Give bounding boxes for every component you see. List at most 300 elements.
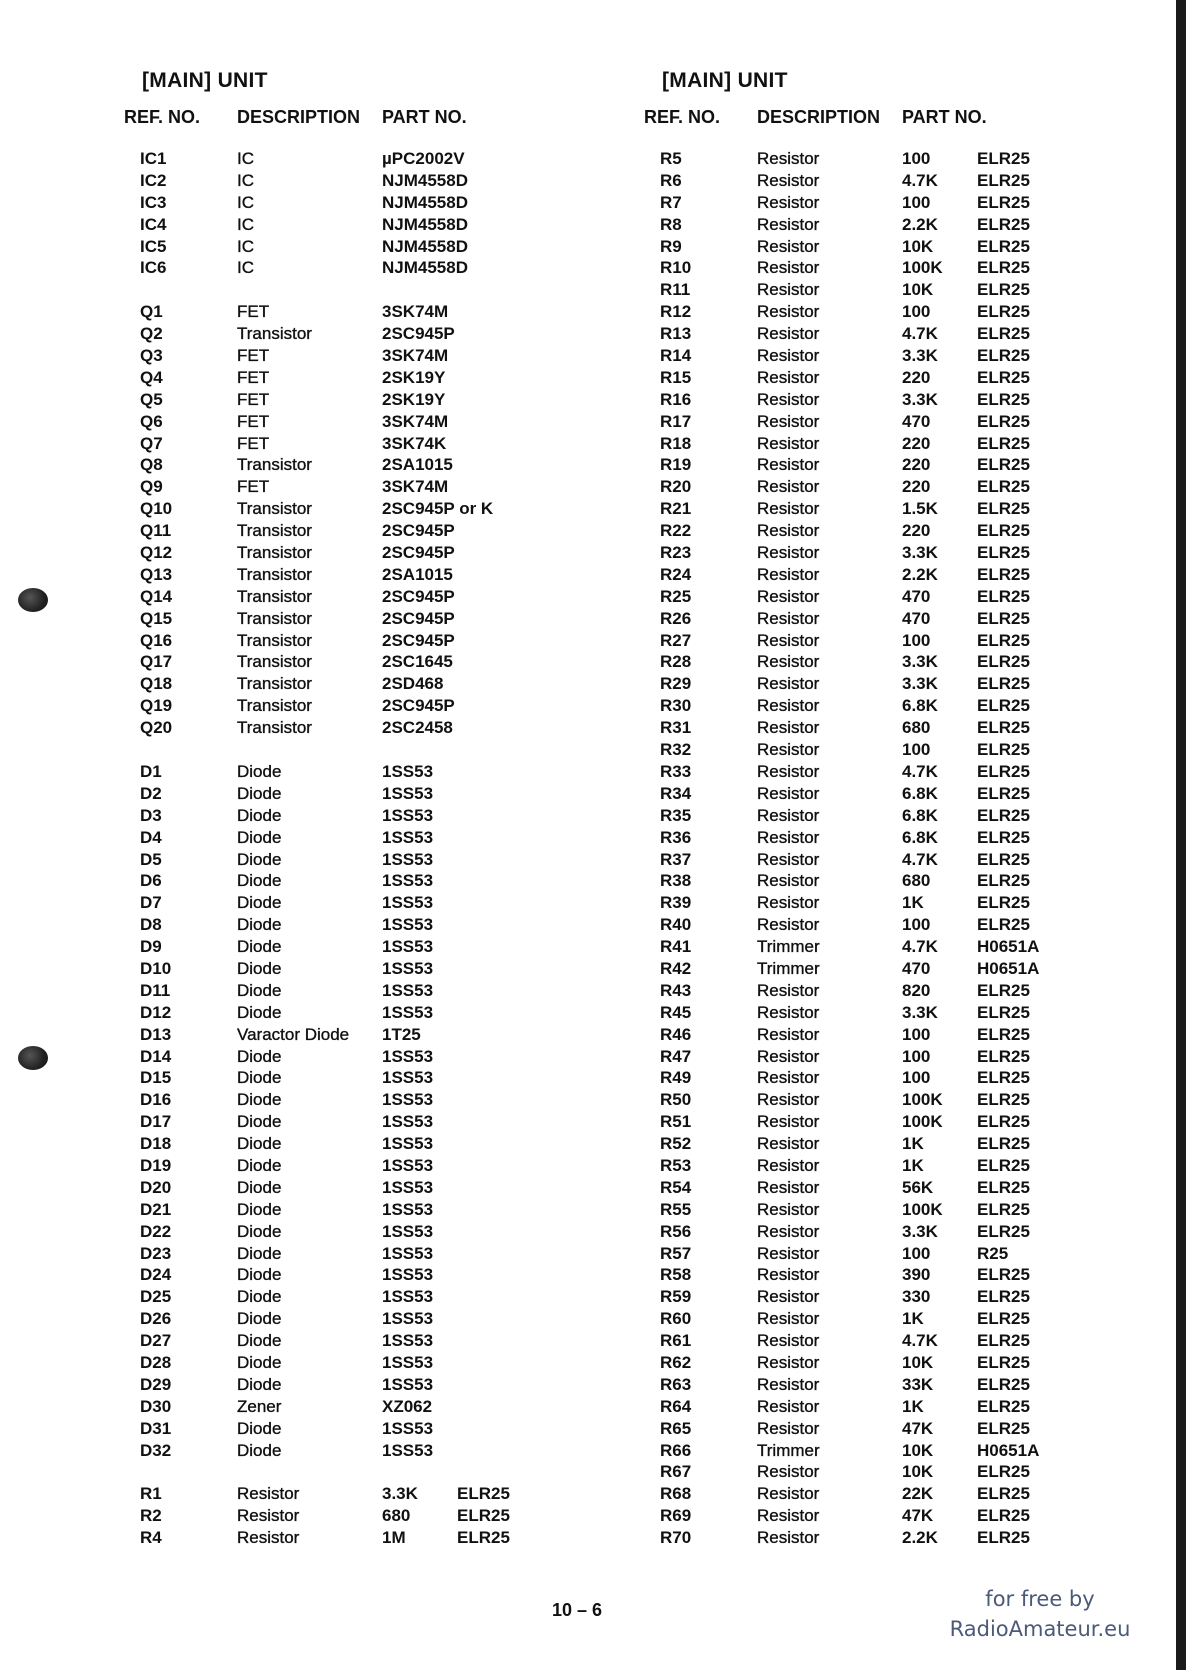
part-row — [124, 1089, 544, 1111]
part-type: ELR25 — [977, 740, 1030, 760]
part-row — [644, 345, 1084, 367]
part-description: Diode — [237, 761, 282, 781]
part-number: 1SS53 — [382, 783, 434, 803]
part-number: 100 — [902, 1046, 931, 1066]
part-number: 470 — [902, 586, 931, 606]
part-description: Transistor — [237, 674, 312, 694]
part-number: 2SA1015 — [382, 564, 453, 584]
part-description: Trimmer — [757, 958, 820, 978]
part-ref: R7 — [660, 192, 682, 212]
part-row — [124, 673, 544, 695]
part-number: 2SC945P or K — [382, 499, 494, 519]
part-ref: R62 — [660, 1352, 692, 1372]
part-type: ELR25 — [457, 1506, 510, 1526]
part-description: Transistor — [237, 521, 312, 541]
part-description: Resistor — [757, 1090, 820, 1110]
part-number: 4.7K — [902, 170, 938, 190]
part-type — [457, 849, 537, 871]
part-number: XZ062 — [382, 1396, 433, 1416]
part-type — [457, 1089, 537, 1111]
group-gap — [124, 739, 544, 761]
part-ref: Q10 — [140, 499, 173, 519]
part-row — [124, 1133, 544, 1155]
part-ref: R41 — [660, 937, 692, 957]
part-description: Transistor — [237, 455, 312, 475]
part-row — [644, 586, 1084, 608]
part-number: 56K — [902, 1177, 934, 1197]
part-number: 3SK74M — [382, 477, 449, 497]
part-description: Resistor — [757, 280, 820, 300]
part-ref: D20 — [140, 1177, 172, 1197]
part-description: IC — [237, 214, 254, 234]
part-row — [124, 454, 544, 476]
part-row — [124, 651, 544, 673]
part-row — [124, 236, 544, 258]
part-ref: R8 — [660, 214, 682, 234]
part-number: 100K — [902, 1199, 943, 1219]
part-number: 1SS53 — [382, 1068, 434, 1088]
part-ref: R53 — [660, 1155, 692, 1175]
part-row — [124, 1264, 544, 1286]
part-ref: R20 — [660, 477, 692, 497]
part-ref: Q6 — [140, 411, 163, 431]
part-type: ELR25 — [977, 1309, 1030, 1329]
part-type — [457, 695, 537, 717]
part-type — [457, 192, 537, 214]
part-number: 1SS53 — [382, 937, 434, 957]
part-description: Resistor — [757, 915, 820, 935]
part-description: FET — [237, 367, 270, 387]
part-ref: D3 — [140, 805, 162, 825]
part-number: 220 — [902, 477, 931, 497]
part-number: NJM4558D — [382, 236, 468, 256]
left-column-headers — [124, 100, 544, 134]
part-row — [644, 389, 1084, 411]
part-description: Transistor — [237, 586, 312, 606]
part-row — [124, 257, 544, 279]
part-number: 1SS53 — [382, 1265, 434, 1285]
part-ref: R4 — [140, 1528, 162, 1548]
part-number: 6.8K — [902, 783, 938, 803]
part-description: Varactor Diode — [237, 1024, 350, 1044]
part-number: 6.8K — [902, 696, 938, 716]
part-description: Resistor — [757, 740, 820, 760]
part-number: 1SS53 — [382, 1374, 434, 1394]
part-type — [457, 1374, 537, 1396]
part-type — [457, 170, 537, 192]
part-description: Resistor — [757, 367, 820, 387]
part-number: 3SK74M — [382, 411, 449, 431]
part-type: ELR25 — [977, 586, 1030, 606]
part-number: NJM4558D — [382, 214, 468, 234]
part-ref: R2 — [140, 1506, 162, 1526]
part-row — [124, 1286, 544, 1308]
part-type — [457, 1155, 537, 1177]
part-type: ELR25 — [977, 1265, 1030, 1285]
part-row — [644, 1067, 1084, 1089]
part-ref: Q4 — [140, 367, 163, 387]
part-number: 6.8K — [902, 805, 938, 825]
part-number: 3.3K — [902, 1002, 938, 1022]
part-type: ELR25 — [977, 258, 1030, 278]
part-type: H0651A — [977, 1440, 1040, 1460]
header-ref-no: REF. NO. — [124, 107, 201, 127]
part-row — [644, 1221, 1084, 1243]
part-row — [124, 870, 544, 892]
part-row — [644, 411, 1084, 433]
part-row — [644, 1133, 1084, 1155]
part-type: ELR25 — [977, 652, 1030, 672]
part-row — [124, 1483, 544, 1505]
part-description: Resistor — [757, 1528, 820, 1548]
part-row — [644, 980, 1084, 1002]
part-row — [124, 498, 544, 520]
part-type: ELR25 — [977, 477, 1030, 497]
punch-hole-upper — [18, 588, 48, 612]
part-description: Resistor — [237, 1484, 300, 1504]
part-type: ELR25 — [977, 1396, 1030, 1416]
part-description: Resistor — [757, 586, 820, 606]
part-ref: D22 — [140, 1221, 172, 1241]
part-type: ELR25 — [977, 1484, 1030, 1504]
part-type: ELR25 — [977, 893, 1030, 913]
part-type: ELR25 — [977, 1002, 1030, 1022]
part-row — [124, 214, 544, 236]
part-ref: R30 — [660, 696, 692, 716]
part-ref: R14 — [660, 346, 692, 366]
part-number: 3.3K — [382, 1484, 418, 1504]
part-type — [457, 542, 537, 564]
part-type: ELR25 — [977, 521, 1030, 541]
part-row — [124, 170, 544, 192]
part-number: 47K — [902, 1506, 934, 1526]
part-description: Transistor — [237, 543, 312, 563]
part-ref: R58 — [660, 1265, 692, 1285]
part-row — [644, 1396, 1084, 1418]
part-description: Diode — [237, 1221, 282, 1241]
part-type: ELR25 — [977, 1112, 1030, 1132]
part-ref: R12 — [660, 302, 692, 322]
part-description: Resistor — [757, 346, 820, 366]
header-part-no: PART NO. — [902, 107, 987, 127]
part-description: Resistor — [757, 1112, 820, 1132]
part-description: Diode — [237, 1002, 282, 1022]
part-row — [644, 958, 1084, 980]
part-ref: R6 — [660, 170, 682, 190]
part-row — [124, 192, 544, 214]
part-number: 2SK19Y — [382, 389, 446, 409]
part-ref: D8 — [140, 915, 162, 935]
part-type — [457, 1133, 537, 1155]
part-description: Diode — [237, 958, 282, 978]
part-description: Resistor — [757, 761, 820, 781]
part-type — [457, 630, 537, 652]
part-description: Resistor — [757, 521, 820, 541]
part-ref: Q3 — [140, 346, 163, 366]
part-row — [644, 936, 1084, 958]
part-ref: Q14 — [140, 586, 173, 606]
part-description: Transistor — [237, 652, 312, 672]
part-type — [457, 1024, 537, 1046]
part-row — [644, 1440, 1084, 1462]
part-type: ELR25 — [977, 1134, 1030, 1154]
part-row — [124, 936, 544, 958]
part-type: ELR25 — [977, 761, 1030, 781]
part-description: Resistor — [757, 1418, 820, 1438]
part-type: ELR25 — [977, 827, 1030, 847]
part-number: 330 — [902, 1287, 931, 1307]
part-type — [457, 1199, 537, 1221]
left-parts-column — [124, 66, 544, 1549]
part-ref: IC1 — [140, 149, 167, 168]
part-ref: D14 — [140, 1046, 172, 1066]
part-type — [457, 476, 537, 498]
part-ref: R31 — [660, 718, 692, 738]
part-ref: R10 — [660, 258, 692, 278]
part-number: 220 — [902, 455, 931, 475]
part-type: ELR25 — [977, 192, 1030, 212]
part-ref: Q15 — [140, 608, 173, 628]
part-type: ELR25 — [977, 915, 1030, 935]
part-type: ELR25 — [977, 499, 1030, 519]
part-type — [457, 1002, 537, 1024]
header-description: DESCRIPTION — [237, 107, 361, 127]
part-ref: D13 — [140, 1024, 172, 1044]
part-row — [644, 1308, 1084, 1330]
part-row — [644, 608, 1084, 630]
part-ref: R29 — [660, 674, 692, 694]
part-number: NJM4558D — [382, 192, 468, 212]
part-description: IC — [237, 236, 254, 256]
part-type — [457, 433, 537, 455]
part-type: ELR25 — [977, 1287, 1030, 1307]
part-type — [457, 870, 537, 892]
part-type — [457, 1243, 537, 1265]
part-row — [644, 892, 1084, 914]
part-description: Resistor — [757, 236, 820, 256]
part-number: 100 — [902, 1243, 931, 1263]
part-description: FET — [237, 346, 270, 366]
part-description: Resistor — [757, 980, 820, 1000]
part-row — [644, 1177, 1084, 1199]
part-number: 2SC945P — [382, 608, 455, 628]
part-ref: R55 — [660, 1199, 692, 1219]
part-row — [644, 783, 1084, 805]
part-number: 2.2K — [902, 214, 938, 234]
part-ref: Q20 — [140, 718, 173, 738]
part-ref: Q8 — [140, 455, 163, 475]
part-row — [124, 1308, 544, 1330]
part-ref: D32 — [140, 1440, 172, 1460]
part-type — [457, 411, 537, 433]
part-description: Transistor — [237, 608, 312, 628]
part-number: 1K — [902, 1309, 924, 1329]
part-row — [644, 279, 1084, 301]
part-number: 680 — [382, 1506, 411, 1526]
part-number: 10K — [902, 236, 934, 256]
part-number: 2SC2458 — [382, 718, 453, 738]
part-number: 820 — [902, 980, 931, 1000]
part-ref: R66 — [660, 1440, 692, 1460]
part-row — [124, 761, 544, 783]
part-type — [457, 914, 537, 936]
part-number: 1M — [382, 1528, 406, 1548]
part-type — [457, 827, 537, 849]
part-row — [644, 542, 1084, 564]
part-description: Resistor — [757, 1331, 820, 1351]
part-ref: R26 — [660, 608, 692, 628]
part-description: Diode — [237, 937, 282, 957]
part-ref: R23 — [660, 543, 692, 563]
part-ref: R68 — [660, 1484, 692, 1504]
part-number: 2.2K — [902, 1528, 938, 1548]
part-number: 100K — [902, 1090, 943, 1110]
part-ref: R50 — [660, 1090, 692, 1110]
part-number: 2.2K — [902, 564, 938, 584]
part-row — [644, 1483, 1084, 1505]
part-description: Diode — [237, 1177, 282, 1197]
part-description: IC — [237, 258, 254, 278]
part-row — [644, 1024, 1084, 1046]
part-row — [124, 717, 544, 739]
part-row — [644, 914, 1084, 936]
part-ref: R32 — [660, 740, 692, 760]
part-number: 1SS53 — [382, 1177, 434, 1197]
part-description: Diode — [237, 1440, 282, 1460]
part-number: 1SS53 — [382, 915, 434, 935]
part-description: Resistor — [757, 893, 820, 913]
part-ref: R17 — [660, 411, 692, 431]
part-number: 1T25 — [382, 1024, 421, 1044]
part-description: Diode — [237, 1243, 282, 1263]
part-description: Diode — [237, 1134, 282, 1154]
part-row — [644, 148, 1084, 170]
part-number: 1SS53 — [382, 1134, 434, 1154]
right-column-headers — [644, 100, 1084, 134]
part-ref: R49 — [660, 1068, 692, 1088]
header-description: DESCRIPTION — [757, 107, 881, 127]
part-ref: R70 — [660, 1528, 692, 1548]
part-row — [124, 630, 544, 652]
part-description: Resistor — [757, 805, 820, 825]
part-number: 6.8K — [902, 827, 938, 847]
part-type: ELR25 — [977, 805, 1030, 825]
part-row — [124, 1418, 544, 1440]
part-type: ELR25 — [977, 1506, 1030, 1526]
part-row — [124, 301, 544, 323]
part-row — [644, 301, 1084, 323]
part-description: Transistor — [237, 564, 312, 584]
part-row — [644, 761, 1084, 783]
part-description: IC — [237, 149, 254, 168]
part-row — [644, 739, 1084, 761]
part-type — [457, 1067, 537, 1089]
part-number: NJM4558D — [382, 258, 468, 278]
part-number: 680 — [902, 718, 931, 738]
part-row — [644, 1418, 1084, 1440]
part-description: Diode — [237, 1287, 282, 1307]
part-description: Resistor — [757, 1506, 820, 1526]
part-number: 100 — [902, 302, 931, 322]
part-ref: Q2 — [140, 324, 163, 344]
part-description: Resistor — [757, 1177, 820, 1197]
part-description: Resistor — [237, 1506, 300, 1526]
part-ref: R43 — [660, 980, 692, 1000]
part-description: Resistor — [757, 1374, 820, 1394]
part-type — [457, 1286, 537, 1308]
part-type: ELR25 — [977, 149, 1030, 168]
part-number: 3SK74M — [382, 346, 449, 366]
part-description: Resistor — [757, 192, 820, 212]
part-type — [457, 389, 537, 411]
part-ref: IC5 — [140, 236, 167, 256]
part-description: Resistor — [757, 696, 820, 716]
part-ref: D2 — [140, 783, 162, 803]
part-ref: D24 — [140, 1265, 172, 1285]
part-description: Resistor — [757, 849, 820, 869]
part-row — [124, 1111, 544, 1133]
part-ref: R36 — [660, 827, 692, 847]
part-ref: D26 — [140, 1309, 172, 1329]
part-ref: D29 — [140, 1374, 172, 1394]
part-row — [124, 958, 544, 980]
part-description: Resistor — [757, 477, 820, 497]
part-description: Diode — [237, 893, 282, 913]
part-number: 1SS53 — [382, 1331, 434, 1351]
part-ref: D28 — [140, 1352, 172, 1372]
part-row — [644, 236, 1084, 258]
part-description: Resistor — [757, 608, 820, 628]
part-ref: R39 — [660, 893, 692, 913]
part-description: Resistor — [757, 1002, 820, 1022]
watermark-line-1: for free by — [985, 1587, 1095, 1611]
part-number: 3.3K — [902, 1221, 938, 1241]
part-type: ELR25 — [977, 280, 1030, 300]
part-ref: R69 — [660, 1506, 692, 1526]
part-number: 1SS53 — [382, 1112, 434, 1132]
part-ref: R11 — [660, 280, 691, 300]
part-number: 220 — [902, 521, 931, 541]
part-description: Diode — [237, 805, 282, 825]
part-row — [124, 827, 544, 849]
part-number: 100 — [902, 915, 931, 935]
part-description: Resistor — [237, 1528, 300, 1548]
part-ref: R19 — [660, 455, 692, 475]
part-ref: R16 — [660, 389, 692, 409]
part-ref: D27 — [140, 1331, 172, 1351]
part-number: 4.7K — [902, 761, 938, 781]
part-type: ELR25 — [977, 1090, 1030, 1110]
part-ref: R9 — [660, 236, 682, 256]
part-row — [644, 564, 1084, 586]
part-row — [644, 520, 1084, 542]
part-row — [644, 1374, 1084, 1396]
part-description: Resistor — [757, 302, 820, 322]
part-number: 2SC945P — [382, 630, 455, 650]
part-type — [457, 1418, 537, 1440]
part-description: Resistor — [757, 170, 820, 190]
part-ref: R47 — [660, 1046, 692, 1066]
part-ref: D30 — [140, 1396, 172, 1416]
part-description: Diode — [237, 1155, 282, 1175]
part-ref: R15 — [660, 367, 692, 387]
part-type: H0651A — [977, 937, 1040, 957]
part-type — [457, 1046, 537, 1068]
part-type: ELR25 — [977, 455, 1030, 475]
part-number: 4.7K — [902, 937, 938, 957]
part-row — [644, 651, 1084, 673]
part-ref: IC6 — [140, 258, 167, 278]
